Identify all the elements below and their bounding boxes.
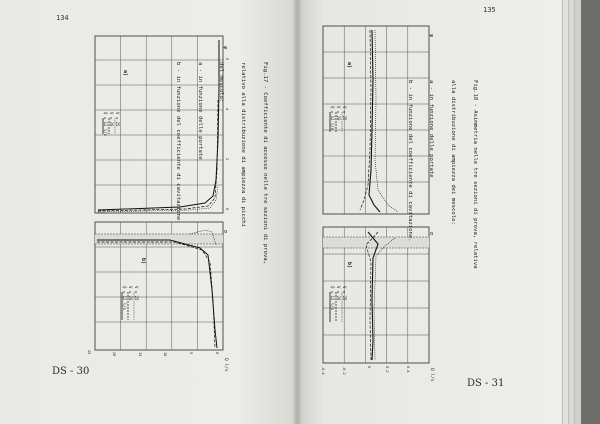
left-figure-caption — [160, 62, 282, 264]
left-ticks — [87, 350, 219, 356]
right-footer: DS - 31 — [467, 378, 505, 389]
legend-entry: Q = 12 l/s — [330, 106, 335, 131]
tick-label: 0 — [215, 352, 219, 355]
bottom-ticks — [321, 366, 410, 375]
caption-line: b - in funzione del coefficiente di cavitazione. — [406, 80, 413, 242]
tick-label: 6 — [225, 58, 229, 61]
x-axis-label: ψ — [428, 34, 434, 38]
tick-label: 5 — [189, 352, 193, 355]
axis-word: Q l/s — [429, 368, 434, 382]
legend-entry: V = 20 — [128, 286, 133, 301]
legend-entry: Q = 12 l/s — [122, 286, 127, 311]
legend-entry: V = 20 — [336, 286, 341, 301]
right-figure-caption — [391, 80, 492, 269]
tick-label: 0 — [225, 208, 229, 211]
tick-label: 25 — [87, 350, 91, 355]
tick-label: 15 — [138, 352, 142, 357]
right-page-number: 135 — [483, 6, 496, 14]
caption-line: a - in funzione delle portate — [196, 62, 203, 160]
tick-label: 0.2 — [385, 366, 389, 373]
caption-line: a - in funzione delle portate — [428, 80, 435, 178]
panel-label: b) — [140, 258, 146, 265]
x-axis-label: ψ — [222, 46, 228, 50]
caption-line: Fig.17 - Coefficiente di accesso nelle tre sezioni di prova, — [261, 62, 268, 265]
caption-line: alla distribuzione di ampiezza dei mescolo: — [449, 80, 456, 225]
legend-entry: V = 25 — [342, 106, 347, 121]
legend-entry: V = 25 — [134, 286, 139, 301]
panel-label: a) — [346, 62, 352, 69]
axis-word: Q l/s — [223, 358, 228, 372]
tick-label: 20 — [112, 352, 116, 357]
panel-label: b) — [346, 262, 352, 269]
tick-label: 2 — [225, 158, 229, 161]
tick-label: -0.4 — [321, 366, 325, 375]
panel-label: a) — [122, 70, 128, 77]
legend-entry: V = 25 — [115, 112, 120, 127]
legend-entry: V = 20 — [336, 106, 341, 121]
left-footer: DS - 30 — [52, 366, 90, 377]
legend-entry: V = 20 — [109, 112, 114, 127]
caption-line: b - in funzione del coefficiente di cavitazione. — [175, 62, 182, 224]
tick-label: 4 — [225, 108, 229, 111]
legend-entry: V = 25 — [342, 286, 347, 301]
tick-label: 0.4 — [406, 366, 410, 373]
chart-legend — [122, 286, 139, 320]
left-page-number: 134 — [56, 14, 69, 22]
tick-label: 0 — [367, 366, 371, 369]
caption-line: Fig.18 - Asimmetria nelle tre sezioni di prova, relativa — [471, 80, 478, 269]
curve-series-1 — [368, 232, 378, 360]
caption-line: relativo alla distribuzione di ampiezza di picchi — [239, 62, 246, 228]
legend-entry: Q = 12 l/s — [103, 112, 108, 137]
tick-label: -0.2 — [342, 366, 346, 375]
caption-line: del mescolo: — [218, 62, 225, 103]
x-axis-label: σ — [428, 232, 434, 236]
x-axis-label: σ — [222, 230, 228, 234]
tick-label: 10 — [163, 352, 167, 357]
legend-entry: Q = 12 l/s — [330, 286, 335, 311]
chart-legend — [103, 112, 120, 137]
